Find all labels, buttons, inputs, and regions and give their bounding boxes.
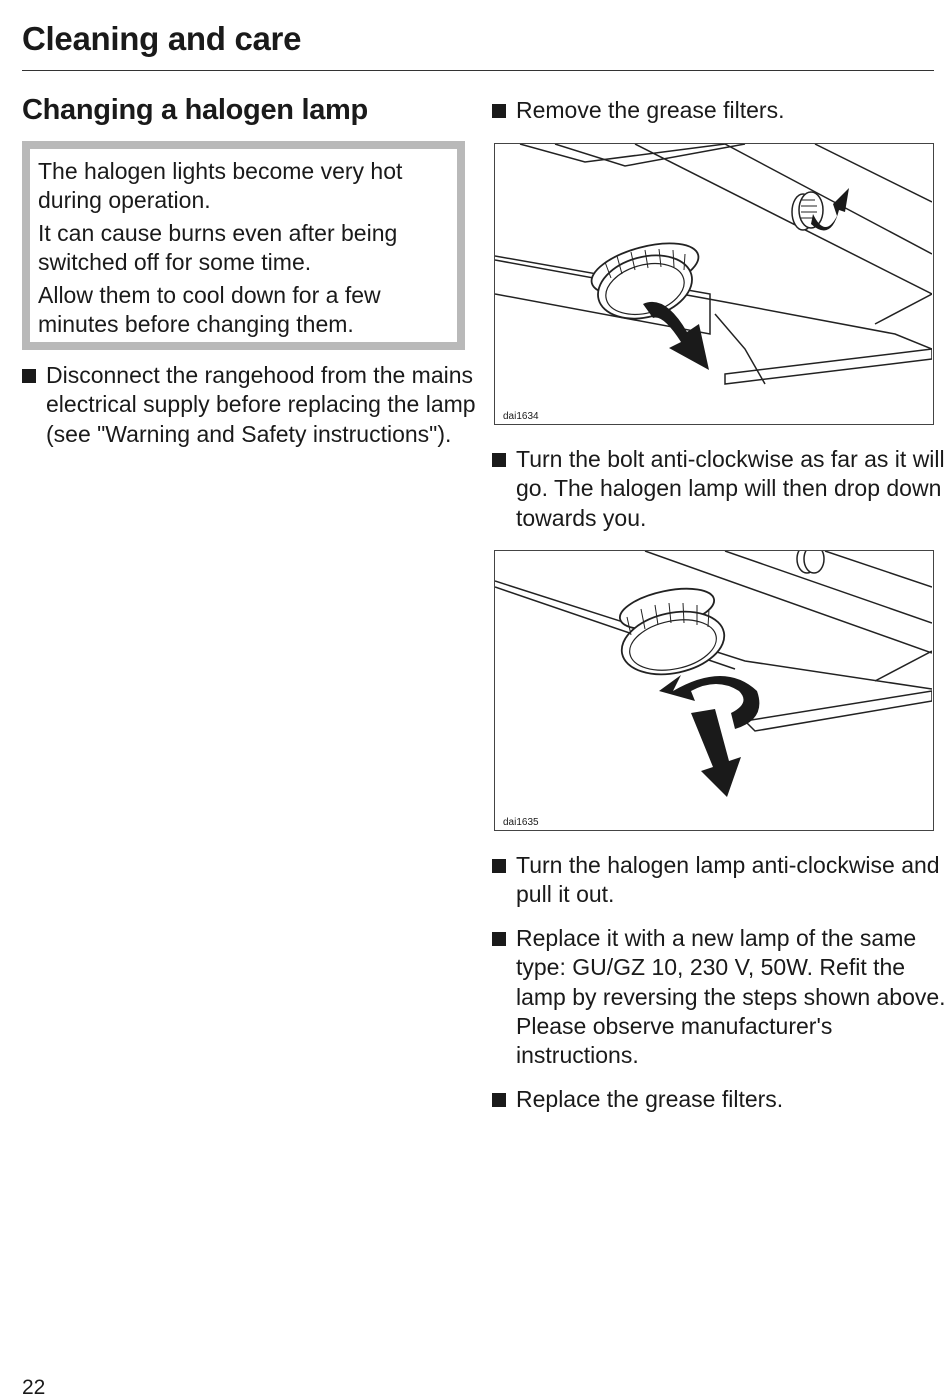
step-disconnect xyxy=(22,361,491,449)
step-text: Turn the halogen lamp anti-clockwise and pull it out. xyxy=(516,852,940,908)
page-header-title: Cleaning and care xyxy=(22,20,302,57)
step-text: Replace it with a new lamp of the same type: GU/GZ 10, 230 V, 50W. Refit the lamp by reversing the steps shown above. Please observe manufacturer's instructions. xyxy=(516,925,946,1069)
figure-label: dai1634 xyxy=(503,411,539,422)
header-divider xyxy=(22,70,934,71)
section-title: Changing a halogen lamp xyxy=(22,94,368,126)
step-turn-bolt xyxy=(492,445,950,533)
step-remove-filters xyxy=(492,96,950,125)
bullet-square-icon xyxy=(492,932,506,946)
step-turn-lamp xyxy=(492,851,950,910)
halogen-lamp-icon xyxy=(616,581,730,683)
step-text: Replace the grease filters. xyxy=(516,1086,784,1112)
warning-line: Allow them to cool down for a few minutes before changing them. xyxy=(38,282,381,337)
bullet-square-icon xyxy=(492,1093,506,1107)
bullet-square-icon xyxy=(492,859,506,873)
down-arrow-icon xyxy=(643,302,709,370)
figure-bolt-turn xyxy=(494,143,934,425)
bullet-square-icon xyxy=(492,453,506,467)
page-number: 22 xyxy=(22,1376,46,1399)
warning-line: It can cause burns even after being switched off for some time. xyxy=(38,220,398,275)
warning-box xyxy=(22,141,465,350)
bullet-square-icon xyxy=(492,104,506,118)
step-text: Disconnect the rangehood from the mains electrical supply before replacing the lamp (see "Warning and Safety instructions"). xyxy=(46,362,476,447)
step-replace-lamp xyxy=(492,924,950,1070)
step-replace-filters xyxy=(492,1085,950,1114)
bolt-icon xyxy=(797,551,824,573)
figure-label: dai1635 xyxy=(503,817,539,828)
step-text: Turn the bolt anti-clockwise as far as it will go. The halogen lamp will then drop down towards you. xyxy=(516,446,945,531)
illustration-hood-underside xyxy=(495,144,932,423)
figure-lamp-removal xyxy=(494,550,934,831)
illustration-lamp-dropping xyxy=(495,551,932,829)
warning-line: The halogen lights become very hot during operation. xyxy=(38,158,403,213)
step-text: Remove the grease filters. xyxy=(516,97,785,123)
bullet-square-icon xyxy=(22,369,36,383)
